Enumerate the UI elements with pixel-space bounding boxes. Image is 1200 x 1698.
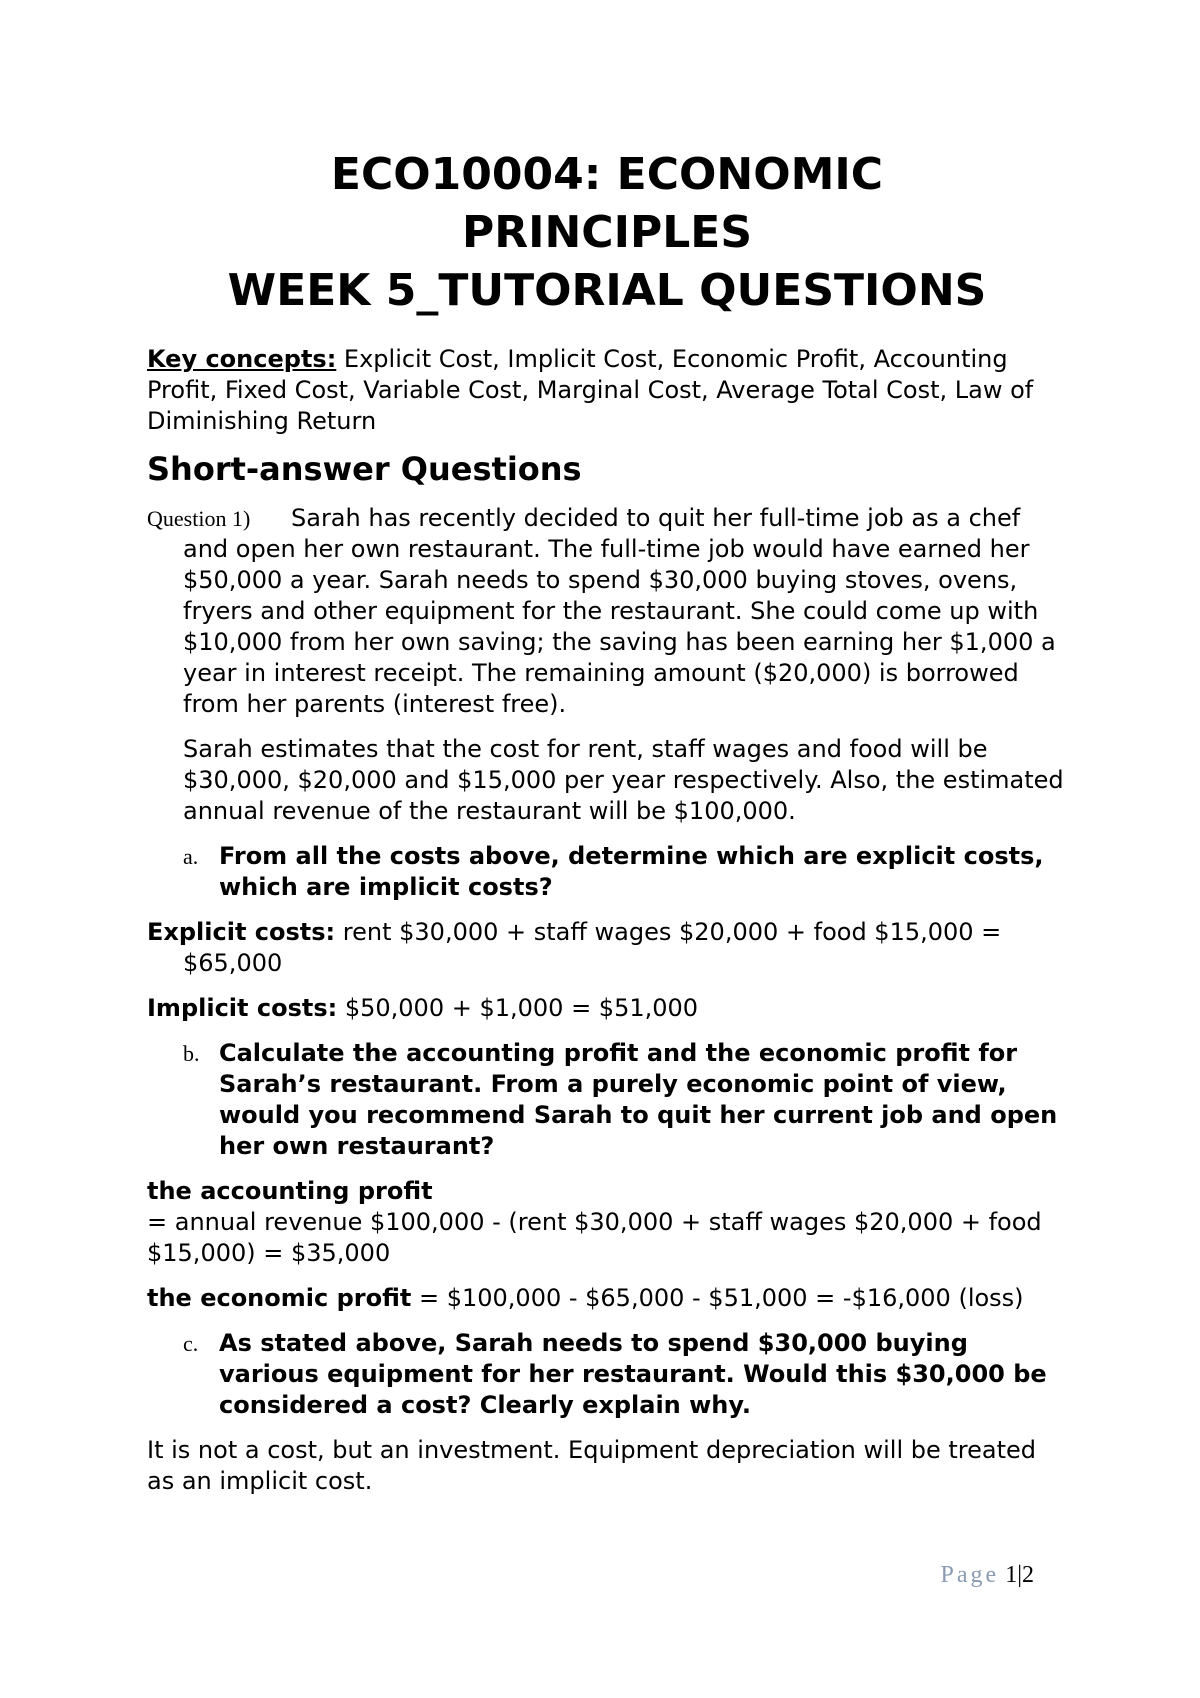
explicit-costs-answer [147,917,1067,979]
explicit-costs-text: rent $30,000 + staff wages $20,000 + food $15,000 = $65,000 [183,918,1002,977]
page-footer [941,1562,1034,1589]
economic-profit-text: = $100,000 - $65,000 - $51,000 = -$16,000 (loss) [411,1284,1024,1312]
economic-profit-answer [147,1283,1067,1314]
question-1-label: Question 1) [147,506,251,531]
key-concepts [147,344,1067,437]
part-b-marker: b. [183,1041,200,1066]
part-a-question-text: From all the costs above, determine which are explicit costs, which are implicit costs? [219,842,1044,901]
title-line-1: ECO10004: ECONOMIC [330,149,884,200]
accounting-profit-answer [147,1176,1067,1269]
part-c-marker: c. [183,1331,199,1356]
accounting-profit-label: the accounting profit [147,1177,433,1205]
part-c-answer: It is not a cost, but an investment. Equipment depreciation will be treated as an implicit cost. [147,1436,1036,1495]
explicit-costs-label: Explicit costs: [147,918,336,946]
question-1-paragraph-1 [147,503,1067,720]
implicit-costs-text: $50,000 + $1,000 = $51,000 [337,994,699,1022]
economic-profit-label: the economic profit [147,1284,412,1312]
part-c-question-text: As stated above, Sarah needs to spend $30,000 buying various equipment for her restaurant. Would this $30,000 be considered a cost? Clearly explain why. [219,1329,1047,1419]
question-1-text: Sarah has recently decided to quit her full-time job as a chef and open her own restaurant. The full-time job would have earned her $50,000 a year. Sarah needs to spend $30,000 buying stoves, ovens, fryers and other equipment for the restaurant. She could come up with $10,000 from her own saving; the saving has been earning her $1,000 a year in interest receipt. The remaining amount ($20,000) is borrowed from her parents (interest free). [183,504,1056,718]
key-concepts-label: Key concepts: [147,345,337,373]
document-page [147,146,1067,1497]
implicit-costs-label: Implicit costs: [147,994,338,1022]
footer-page-word: Page [940,1562,1000,1588]
document-title [147,146,1067,320]
part-b-question-text: Calculate the accounting profit and the economic profit for Sarah’s restaurant. From a purely economic point of view, would you recommend Sarah to quit her current job and open her own restaurant? [219,1039,1058,1160]
part-a-marker: a. [183,844,199,869]
accounting-profit-text: = annual revenue $100,000 - (rent $30,000 + staff wages $20,000 + food $15,000) = $35,000 [147,1208,1042,1267]
part-c-question [147,1328,1067,1421]
title-line-2: PRINCIPLES [461,207,753,258]
section-heading: Short-answer Questions [147,450,582,488]
key-concepts-text: Explicit Cost, Implicit Cost, Economic Profit, Accounting Profit, Fixed Cost, Variable Cost, Marginal Cost, Average Total Cost, Law of Diminishing Return [147,345,1034,435]
footer-page-numbers: 1|2 [1005,1562,1034,1588]
implicit-costs-answer [147,993,1067,1024]
title-line-3: WEEK 5_TUTORIAL QUESTIONS [227,265,987,316]
part-a-question [147,841,1067,903]
question-1-paragraph-2: Sarah estimates that the cost for rent, staff wages and food will be $30,000, $20,000 and $15,000 per year respectively. Also, the estimated annual revenue of the restaurant will be $100,000. [183,735,1064,825]
part-b-question [147,1038,1067,1162]
